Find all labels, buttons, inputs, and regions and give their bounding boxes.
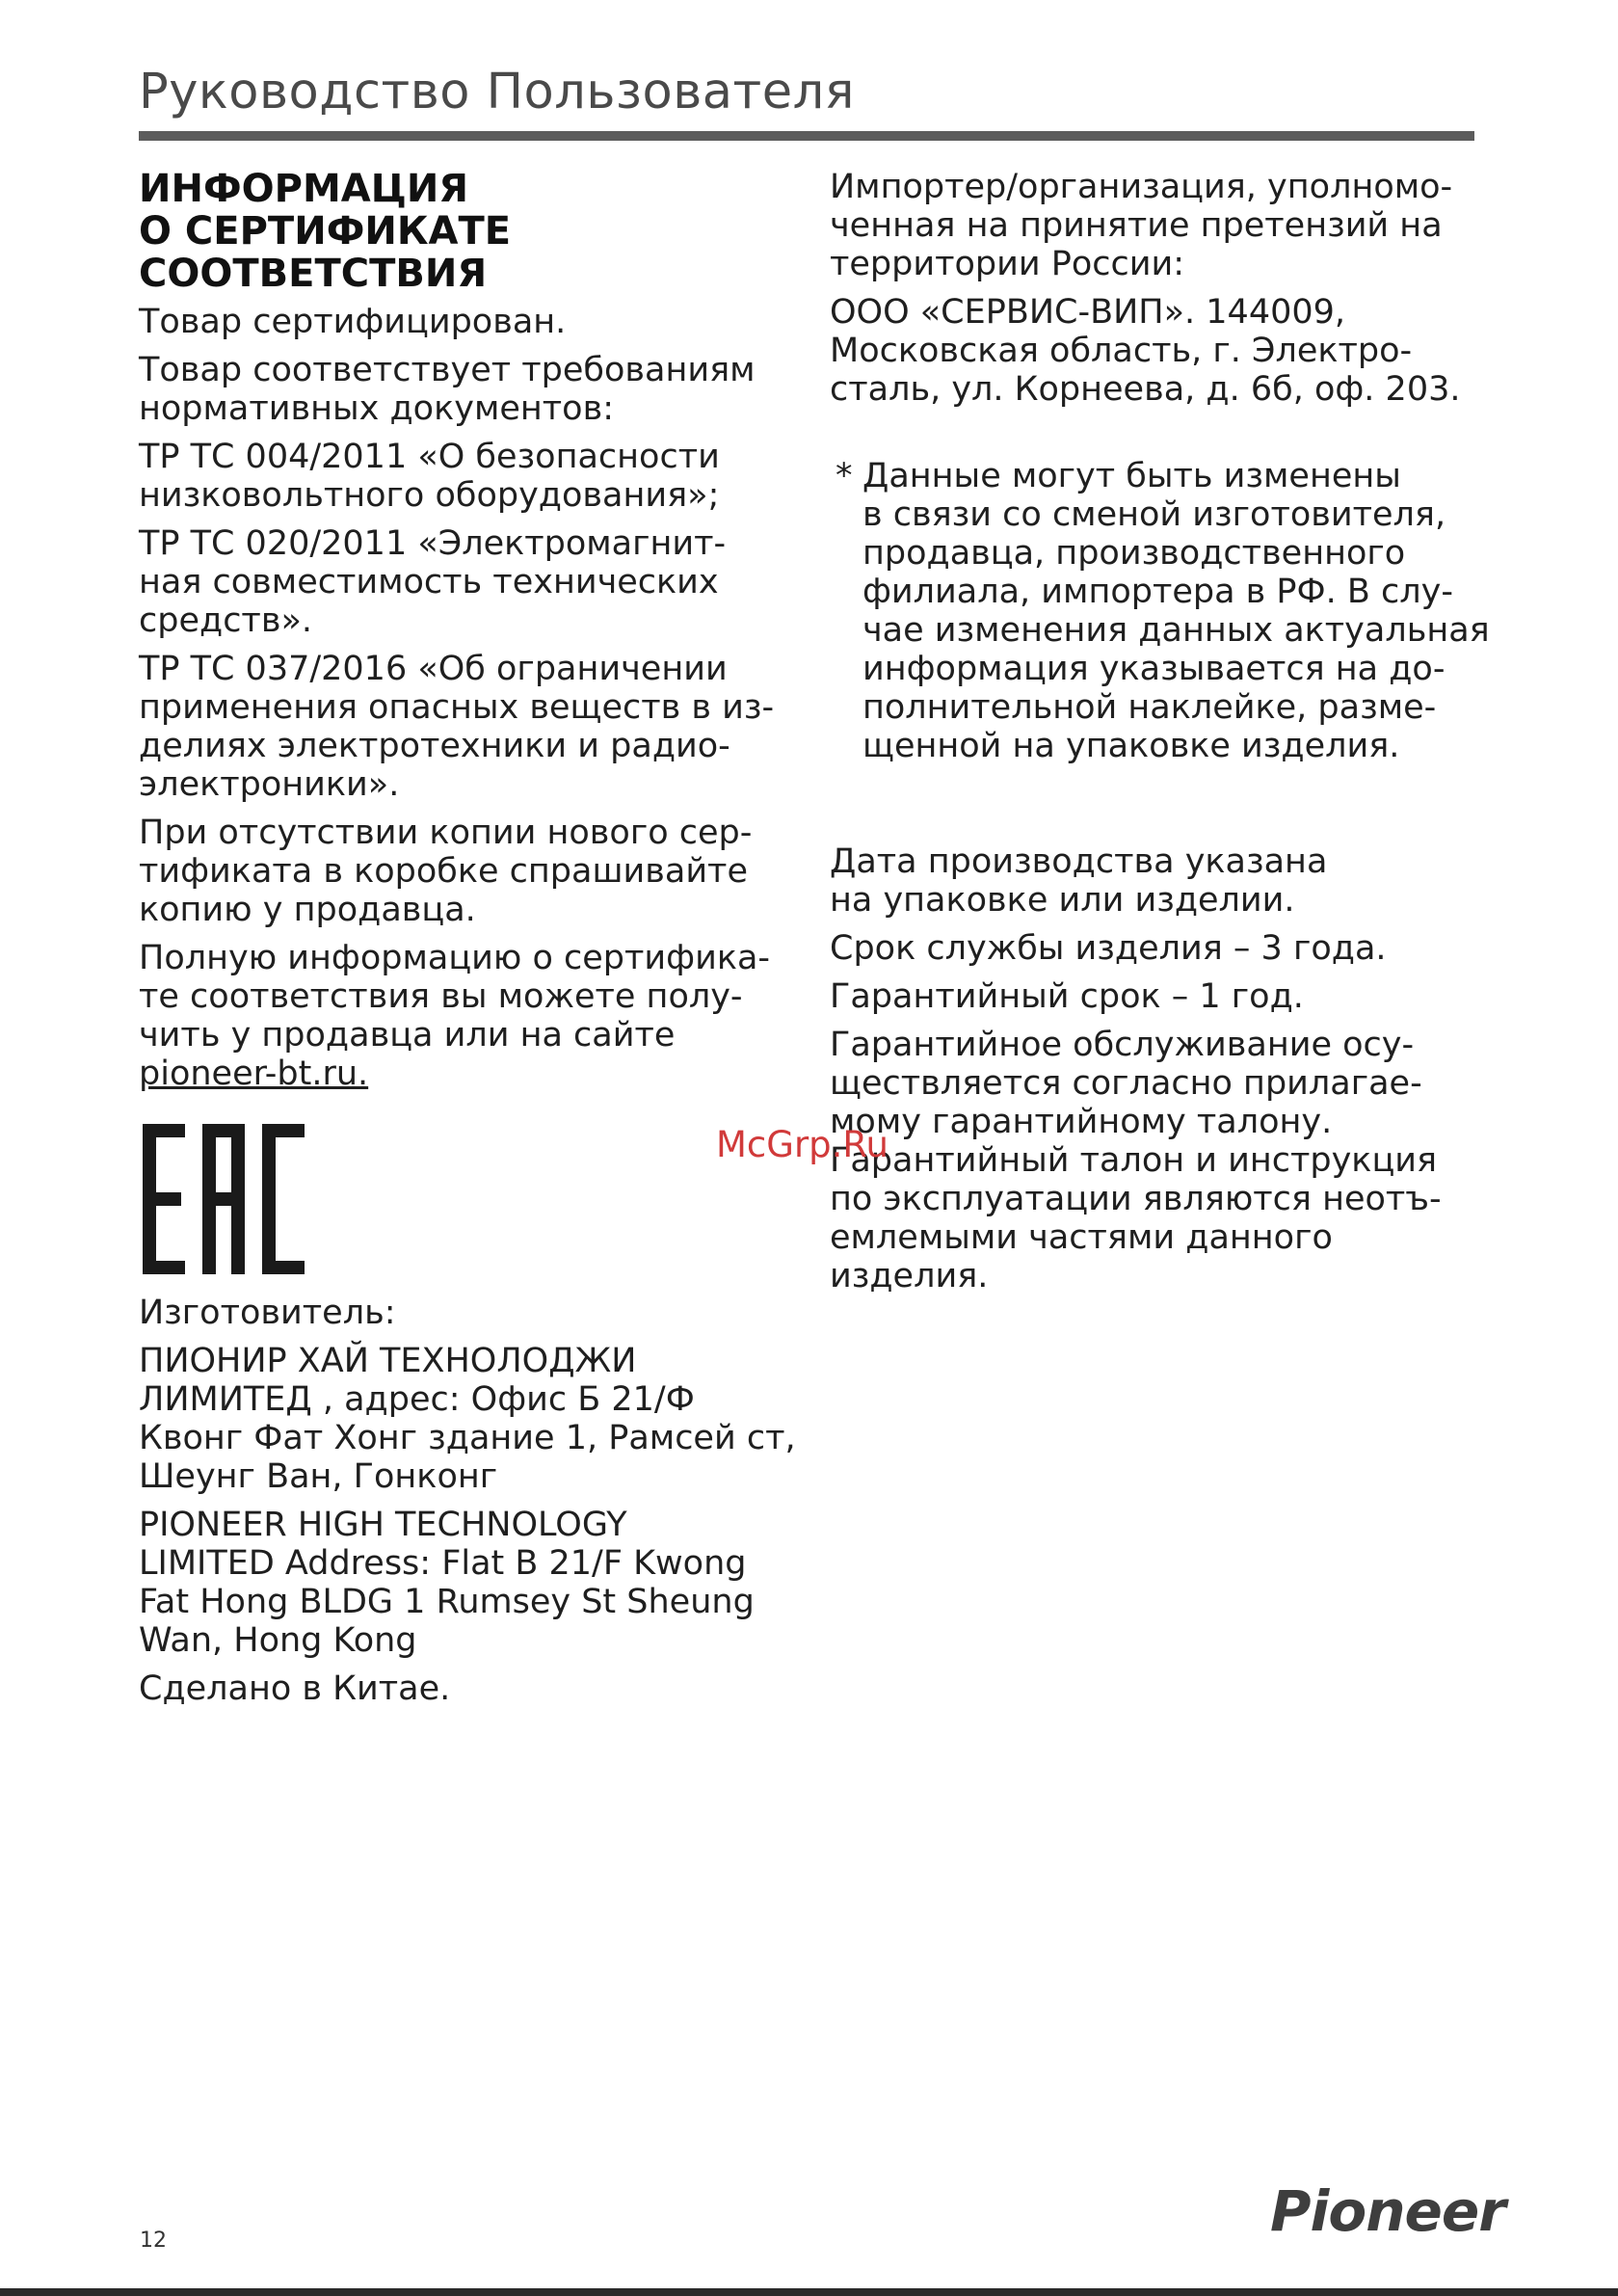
compliance-statement: Товар соответствует требованиям нормативных документов:	[139, 351, 756, 428]
left-column	[139, 168, 794, 1718]
made-in: Сделано в Китае.	[139, 1669, 451, 1708]
footnote-asterisk: *	[836, 457, 853, 495]
header-divider	[139, 131, 1474, 141]
manufacturer-label: Изготовитель:	[139, 1294, 396, 1332]
bottom-edge-strip	[0, 2288, 1618, 2296]
right-column	[830, 168, 1495, 1305]
manufacturer-address-en: PIONEER HIGH TECHNOLOGY LIMITED Address: Flat B 21/F Kwong Fat Hong BLDG 1 Rumsey St Sheung Wan, Hong Kong	[139, 1506, 755, 1660]
page-header-title: Руководство Пользователя	[139, 64, 855, 120]
manufacturer-address-ru: ПИОНИР ХАЙ ТЕХНОЛОДЖИ ЛИМИТЕД , адрес: Офис Б 21/Ф Квонг Фат Хонг здание 1, Рамсей ст, Шеунг Ван, Гонконг	[139, 1342, 796, 1496]
regulation-037: ТР ТС 037/2016 «Об ограничении применения опасных веществ в из- делиях электротехники и радио- электроники».	[139, 650, 775, 804]
watermark: McGrp.Ru	[716, 1124, 889, 1165]
importer-address: ООО «СЕРВИС-ВИП». 144009, Московская область, г. Электро- сталь, ул. Корнеева, д. 6б, оф. 203.	[830, 293, 1461, 409]
warranty-service-note: Гарантийное обслуживание осу- ществляется согласно прилагае- мому гарантийному талону. Гарантийный талон и инструкция по эксплуатации являются неотъ- емлемыми частями данного изделия.	[830, 1026, 1442, 1295]
eac-logo	[143, 1124, 306, 1274]
page-number: 12	[140, 2229, 167, 2253]
data-change-footnote: * Данные могут быть изменены в связи со сменой изготовителя, продавца, производственного филиала, импортера в РФ. В слу- чае изменения данных актуальная информация указывается на до- полнительной наклейке, разме- щенной на упаковке изделия.	[836, 457, 1490, 765]
certificate-info-note: Полную информацию о сертифика- те соответствия вы можете полу- чить у продавца или на сайте pioneer-bt.ru.	[139, 939, 794, 1093]
certificate-copy-note: При отсутствии копии нового сер- тификата в коробке спрашивайте копию у продавца.	[139, 814, 753, 929]
importer-label: Импортер/организация, уполномо- ченная на принятие претензий на территории России:	[830, 168, 1453, 283]
production-date-note: Дата производства указана на упаковке или изделии.	[830, 842, 1328, 920]
warranty-period: Гарантийный срок – 1 год.	[830, 977, 1304, 1016]
certified-statement: Товар сертифицирован.	[139, 303, 567, 341]
website-link[interactable]: pioneer-bt.ru.	[139, 1055, 369, 1093]
certificate-heading: ИНФОРМАЦИЯ О СЕРТИФИКАТЕ СООТВЕТСТВИЯ	[139, 167, 512, 296]
regulation-020: ТР ТС 020/2011 «Электромагнит- ная совместимость технических средств».	[139, 524, 727, 640]
regulation-004: ТР ТС 004/2011 «О безопасности низковольтного оборудования»;	[139, 438, 720, 515]
service-life: Срок службы изделия – 3 года.	[830, 929, 1387, 968]
pioneer-logo: Pioneer	[1270, 2178, 1505, 2244]
